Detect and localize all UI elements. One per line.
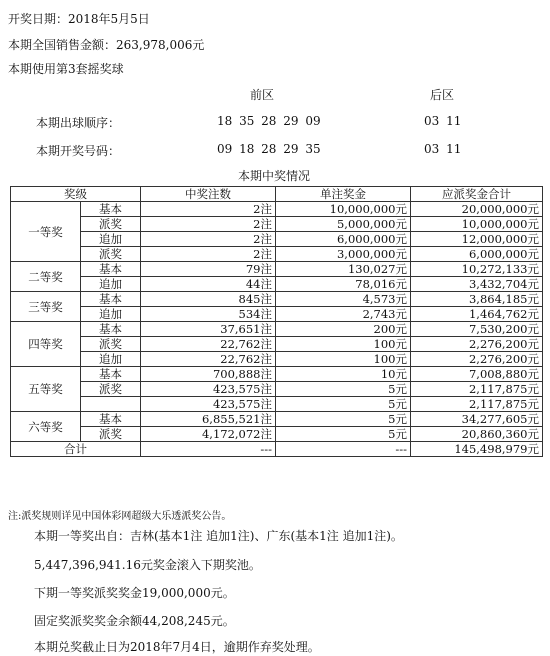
- total-prize: 20,860,360元: [411, 427, 543, 442]
- table-row: [11, 427, 543, 442]
- total-prize: 7,008,880元: [411, 367, 543, 382]
- unit-prize: 130,027元: [276, 262, 411, 277]
- total-prize: 2,276,200元: [411, 352, 543, 367]
- winner-count: 845注: [141, 292, 276, 307]
- bet-type: 派奖: [81, 217, 141, 232]
- pool-rollover: 5,447,396,941.16元奖金滚入下期奖池。: [34, 558, 261, 572]
- unit-prize: 5元: [276, 382, 411, 397]
- table-row: [11, 232, 543, 247]
- total-unit-prize: ---: [276, 442, 411, 457]
- table-row: [11, 217, 543, 232]
- claim-deadline: 本期兑奖截止日为2018年7月4日，逾期作弃奖处理。: [34, 640, 320, 654]
- winner-count: 423,575注: [141, 397, 276, 412]
- unit-prize: 200元: [276, 322, 411, 337]
- table-row: [11, 337, 543, 352]
- total-prize: 3,432,704元: [411, 277, 543, 292]
- winner-count: 2注: [141, 247, 276, 262]
- table-row: [11, 412, 543, 427]
- table-row: [11, 367, 543, 382]
- draw-date: 开奖日期：2018年5月5日: [8, 12, 150, 26]
- unit-prize: 6,000,000元: [276, 232, 411, 247]
- bet-type: 追加: [81, 277, 141, 292]
- back-area-label: 后区: [429, 88, 455, 102]
- sales-amount: 本期全国销售金额：263,978,006元: [8, 38, 205, 52]
- bet-type: 基本: [81, 292, 141, 307]
- prize-level: 三等奖: [11, 292, 81, 322]
- bet-type: 基本: [81, 262, 141, 277]
- table-row: [11, 247, 543, 262]
- bet-type: [81, 397, 141, 412]
- fixed-bonus-balance: 固定奖派奖奖金余额44,208,245元。: [34, 614, 235, 628]
- winner-count: 44注: [141, 277, 276, 292]
- table-total-row: [11, 442, 543, 457]
- unit-prize: 2,743元: [276, 307, 411, 322]
- total-prize: 12,000,000元: [411, 232, 543, 247]
- unit-prize: 100元: [276, 337, 411, 352]
- header-count: 中奖注数: [141, 187, 276, 202]
- table-header-row: [11, 187, 543, 202]
- header-level: 奖级: [11, 187, 141, 202]
- table-row: [11, 202, 543, 217]
- table-row: [11, 292, 543, 307]
- unit-prize: 4,573元: [276, 292, 411, 307]
- table-row: [11, 322, 543, 337]
- prize-table: [10, 186, 543, 457]
- unit-prize: 100元: [276, 352, 411, 367]
- draw-order-front: 18 35 28 29 09: [217, 114, 321, 128]
- header-total: 应派奖金合计: [411, 187, 543, 202]
- winner-count: 22,762注: [141, 337, 276, 352]
- unit-prize: 78,016元: [276, 277, 411, 292]
- winner-count: 700,888注: [141, 367, 276, 382]
- total-sum: 145,498,979元: [411, 442, 543, 457]
- total-prize: 20,000,000元: [411, 202, 543, 217]
- winner-count: 22,762注: [141, 352, 276, 367]
- unit-prize: 5元: [276, 397, 411, 412]
- bet-type: 追加: [81, 232, 141, 247]
- prize-level: 一等奖: [11, 202, 81, 262]
- winner-count: 37,651注: [141, 322, 276, 337]
- unit-prize: 5元: [276, 412, 411, 427]
- draw-number-front: 09 18 28 29 35: [217, 142, 321, 156]
- winner-count: 534注: [141, 307, 276, 322]
- total-prize: 3,864,185元: [411, 292, 543, 307]
- bet-type: 基本: [81, 412, 141, 427]
- front-area-label: 前区: [249, 88, 275, 102]
- ball-set: 本期使用第3套摇奖球: [8, 62, 124, 76]
- draw-order-back: 03 11: [424, 114, 462, 128]
- winner-count: 79注: [141, 262, 276, 277]
- table-row: [11, 352, 543, 367]
- table-row: [11, 307, 543, 322]
- winner-count: 423,575注: [141, 382, 276, 397]
- prize-level: 六等奖: [11, 412, 81, 442]
- bet-type: 派奖: [81, 247, 141, 262]
- unit-prize: 10元: [276, 367, 411, 382]
- table-row: [11, 382, 543, 397]
- table-title: 本期中奖情况: [237, 169, 311, 183]
- total-prize: 10,000,000元: [411, 217, 543, 232]
- draw-number-label: 本期开奖号码：: [36, 144, 121, 158]
- total-prize: 34,277,605元: [411, 412, 543, 427]
- bet-type: 派奖: [81, 427, 141, 442]
- draw-order-label: 本期出球顺序：: [36, 116, 121, 130]
- first-prize-origin: 本期一等奖出自：吉林(基本1注 追加1注)、广东(基本1注 追加1注)。: [34, 529, 403, 543]
- total-prize: 10,272,133元: [411, 262, 543, 277]
- winner-count: 6,855,521注: [141, 412, 276, 427]
- table-row: [11, 262, 543, 277]
- total-prize: 2,117,875元: [411, 382, 543, 397]
- unit-prize: 10,000,000元: [276, 202, 411, 217]
- winner-count: 2注: [141, 202, 276, 217]
- total-count: ---: [141, 442, 276, 457]
- total-prize: 6,000,000元: [411, 247, 543, 262]
- bet-type: 基本: [81, 202, 141, 217]
- prize-level: 四等奖: [11, 322, 81, 367]
- total-label: 合计: [11, 442, 141, 457]
- unit-prize: 5,000,000元: [276, 217, 411, 232]
- total-prize: 2,117,875元: [411, 397, 543, 412]
- bet-type: 追加: [81, 307, 141, 322]
- total-prize: 1,464,762元: [411, 307, 543, 322]
- table-row: [11, 277, 543, 292]
- total-prize: 7,530,200元: [411, 322, 543, 337]
- bet-type: 基本: [81, 322, 141, 337]
- table-note: 注:派奖规则详见中国体彩网超级大乐透派奖公告。: [8, 511, 232, 522]
- bet-type: 基本: [81, 367, 141, 382]
- next-bonus: 下期一等奖派奖奖金19,000,000元。: [34, 586, 235, 600]
- draw-number-back: 03 11: [424, 142, 462, 156]
- header-prize: 单注奖金: [276, 187, 411, 202]
- bet-type: 派奖: [81, 337, 141, 352]
- winner-count: 4,172,072注: [141, 427, 276, 442]
- unit-prize: 5元: [276, 427, 411, 442]
- unit-prize: 3,000,000元: [276, 247, 411, 262]
- winner-count: 2注: [141, 217, 276, 232]
- bet-type: 派奖: [81, 382, 141, 397]
- winner-count: 2注: [141, 232, 276, 247]
- prize-level: 五等奖: [11, 367, 81, 412]
- bet-type: 追加: [81, 352, 141, 367]
- total-prize: 2,276,200元: [411, 337, 543, 352]
- prize-level: 二等奖: [11, 262, 81, 292]
- table-row: [11, 397, 543, 412]
